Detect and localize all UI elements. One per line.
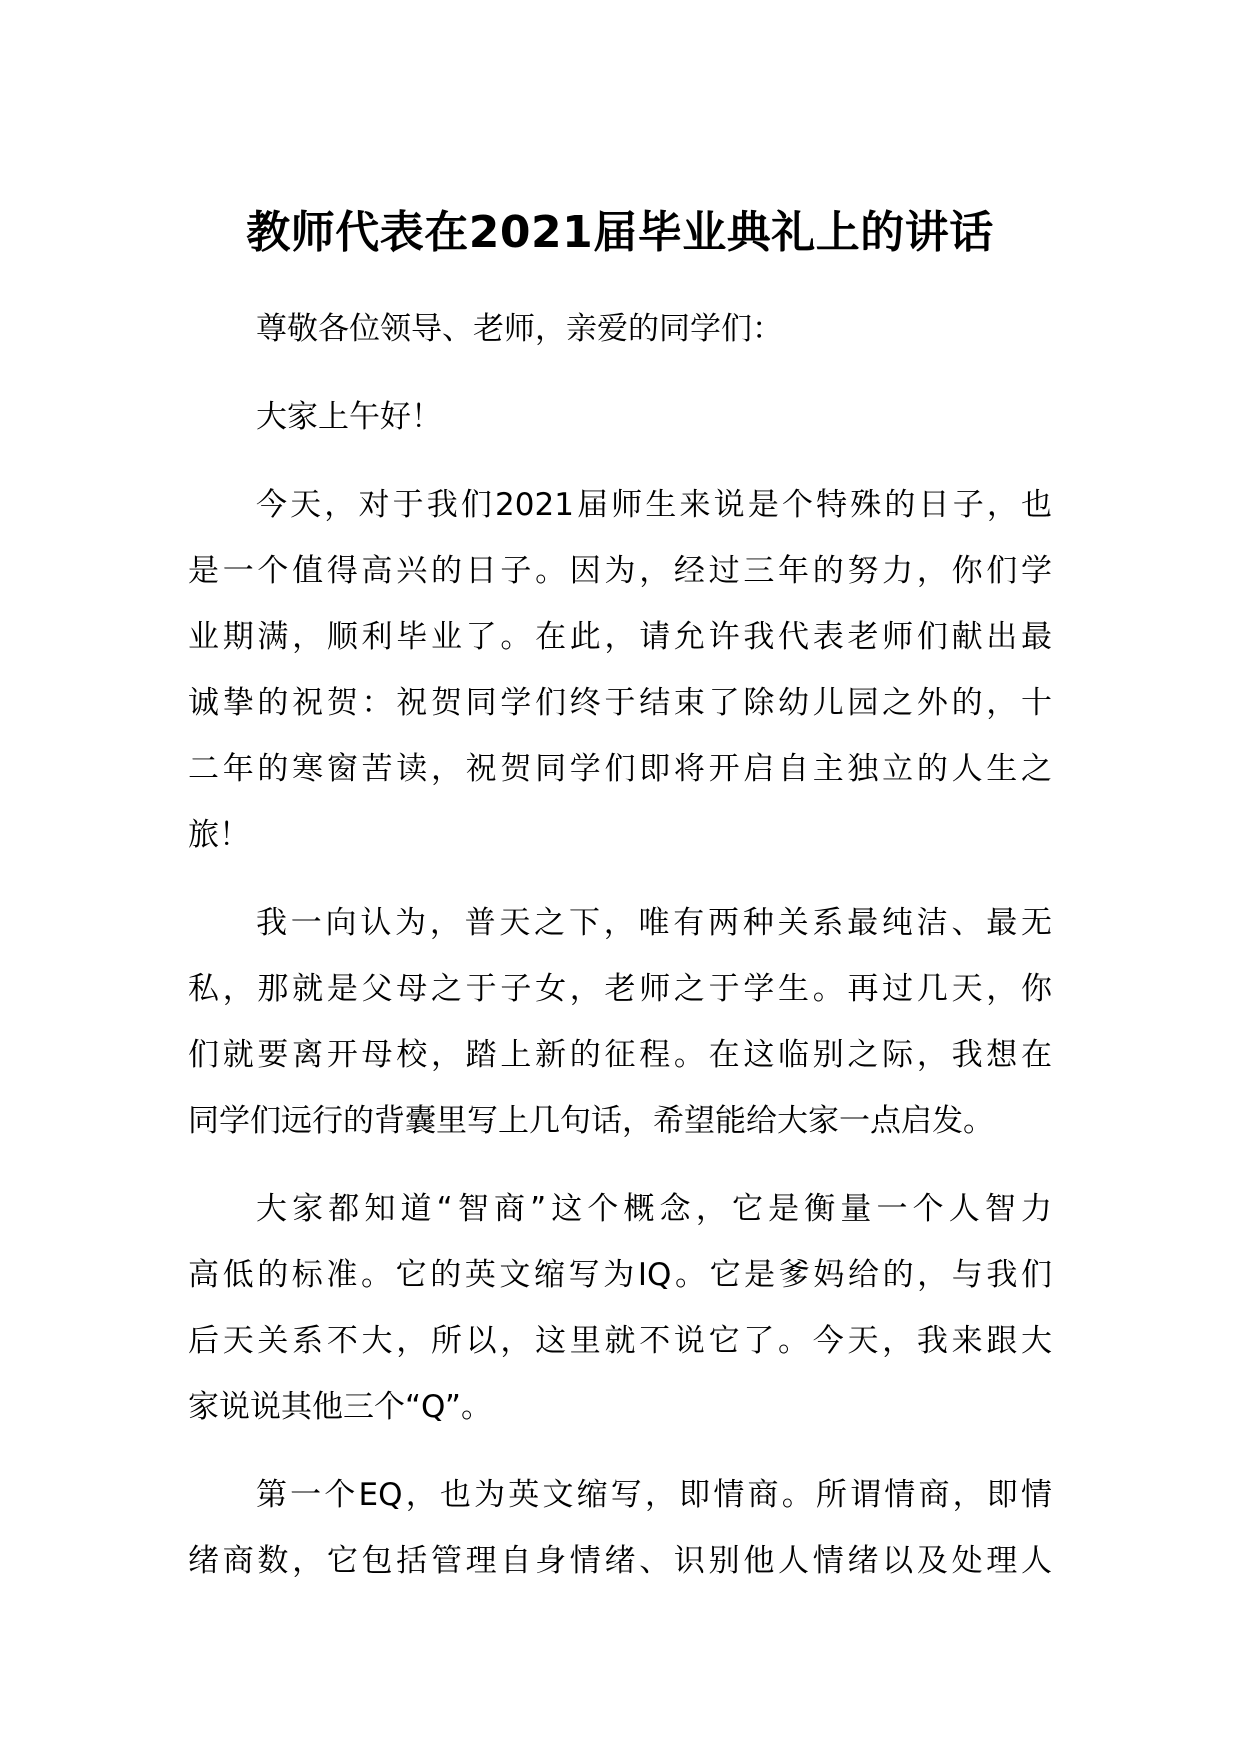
document-title: 教师代表在2021届毕业典礼上的讲话 bbox=[246, 207, 994, 258]
paragraph-line: 同学们远行的背囊里写上几句话，希望能给大家一点启发。 bbox=[188, 1103, 994, 1139]
paragraph-line: 旅！ bbox=[188, 817, 250, 853]
paragraph-iq bbox=[188, 1176, 1052, 1440]
paragraph-line: 业期满，顺利毕业了。在此，请允许我代表老师们献出最 bbox=[188, 619, 1052, 655]
paragraph-greeting bbox=[188, 384, 1052, 450]
paragraph-line: 们就要离开母校，踏上新的征程。在这临别之际，我想在 bbox=[188, 1037, 1052, 1073]
paragraph-line: 尊敬各位领导、老师，亲爱的同学们： bbox=[256, 311, 783, 347]
paragraph-line: 大家上午好！ bbox=[256, 399, 442, 435]
paragraph-line: 高低的标准。它的英文缩写为IQ。它是爹妈给的，与我们 bbox=[188, 1257, 1052, 1293]
paragraph-line: 是一个值得高兴的日子。因为，经过三年的努力，你们学 bbox=[188, 553, 1052, 589]
paragraph-line: 今天，对于我们2021届师生来说是个特殊的日子，也 bbox=[256, 487, 1052, 523]
paragraph-eq bbox=[188, 1462, 1052, 1594]
paragraph-line: 家说说其他三个“Q”。 bbox=[188, 1389, 492, 1425]
paragraph-line: 私，那就是父母之于子女，老师之于学生。再过几天，你 bbox=[188, 971, 1052, 1007]
paragraph-line: 第一个EQ，也为英文缩写，即情商。所谓情商，即情 bbox=[256, 1477, 1052, 1513]
paragraph-relationships bbox=[188, 890, 1052, 1154]
paragraph-line: 绪商数，它包括管理自身情绪、识别他人情绪以及处理人 bbox=[188, 1543, 1052, 1579]
paragraph-line: 二年的寒窗苦读，祝贺同学们即将开启自主独立的人生之 bbox=[188, 751, 1052, 787]
paragraph-line: 大家都知道“智商”这个概念，它是衡量一个人智力 bbox=[256, 1191, 1052, 1227]
paragraph-line: 诚挚的祝贺：祝贺同学们终于结束了除幼儿园之外的，十 bbox=[188, 685, 1052, 721]
paragraph-salutation bbox=[188, 296, 1052, 362]
paragraph-congratulations bbox=[188, 472, 1052, 868]
document-body bbox=[188, 296, 1052, 1616]
paragraph-line: 我一向认为，普天之下，唯有两种关系最纯洁、最无 bbox=[256, 905, 1052, 941]
paragraph-line: 后天关系不大，所以，这里就不说它了。今天，我来跟大 bbox=[188, 1323, 1052, 1359]
